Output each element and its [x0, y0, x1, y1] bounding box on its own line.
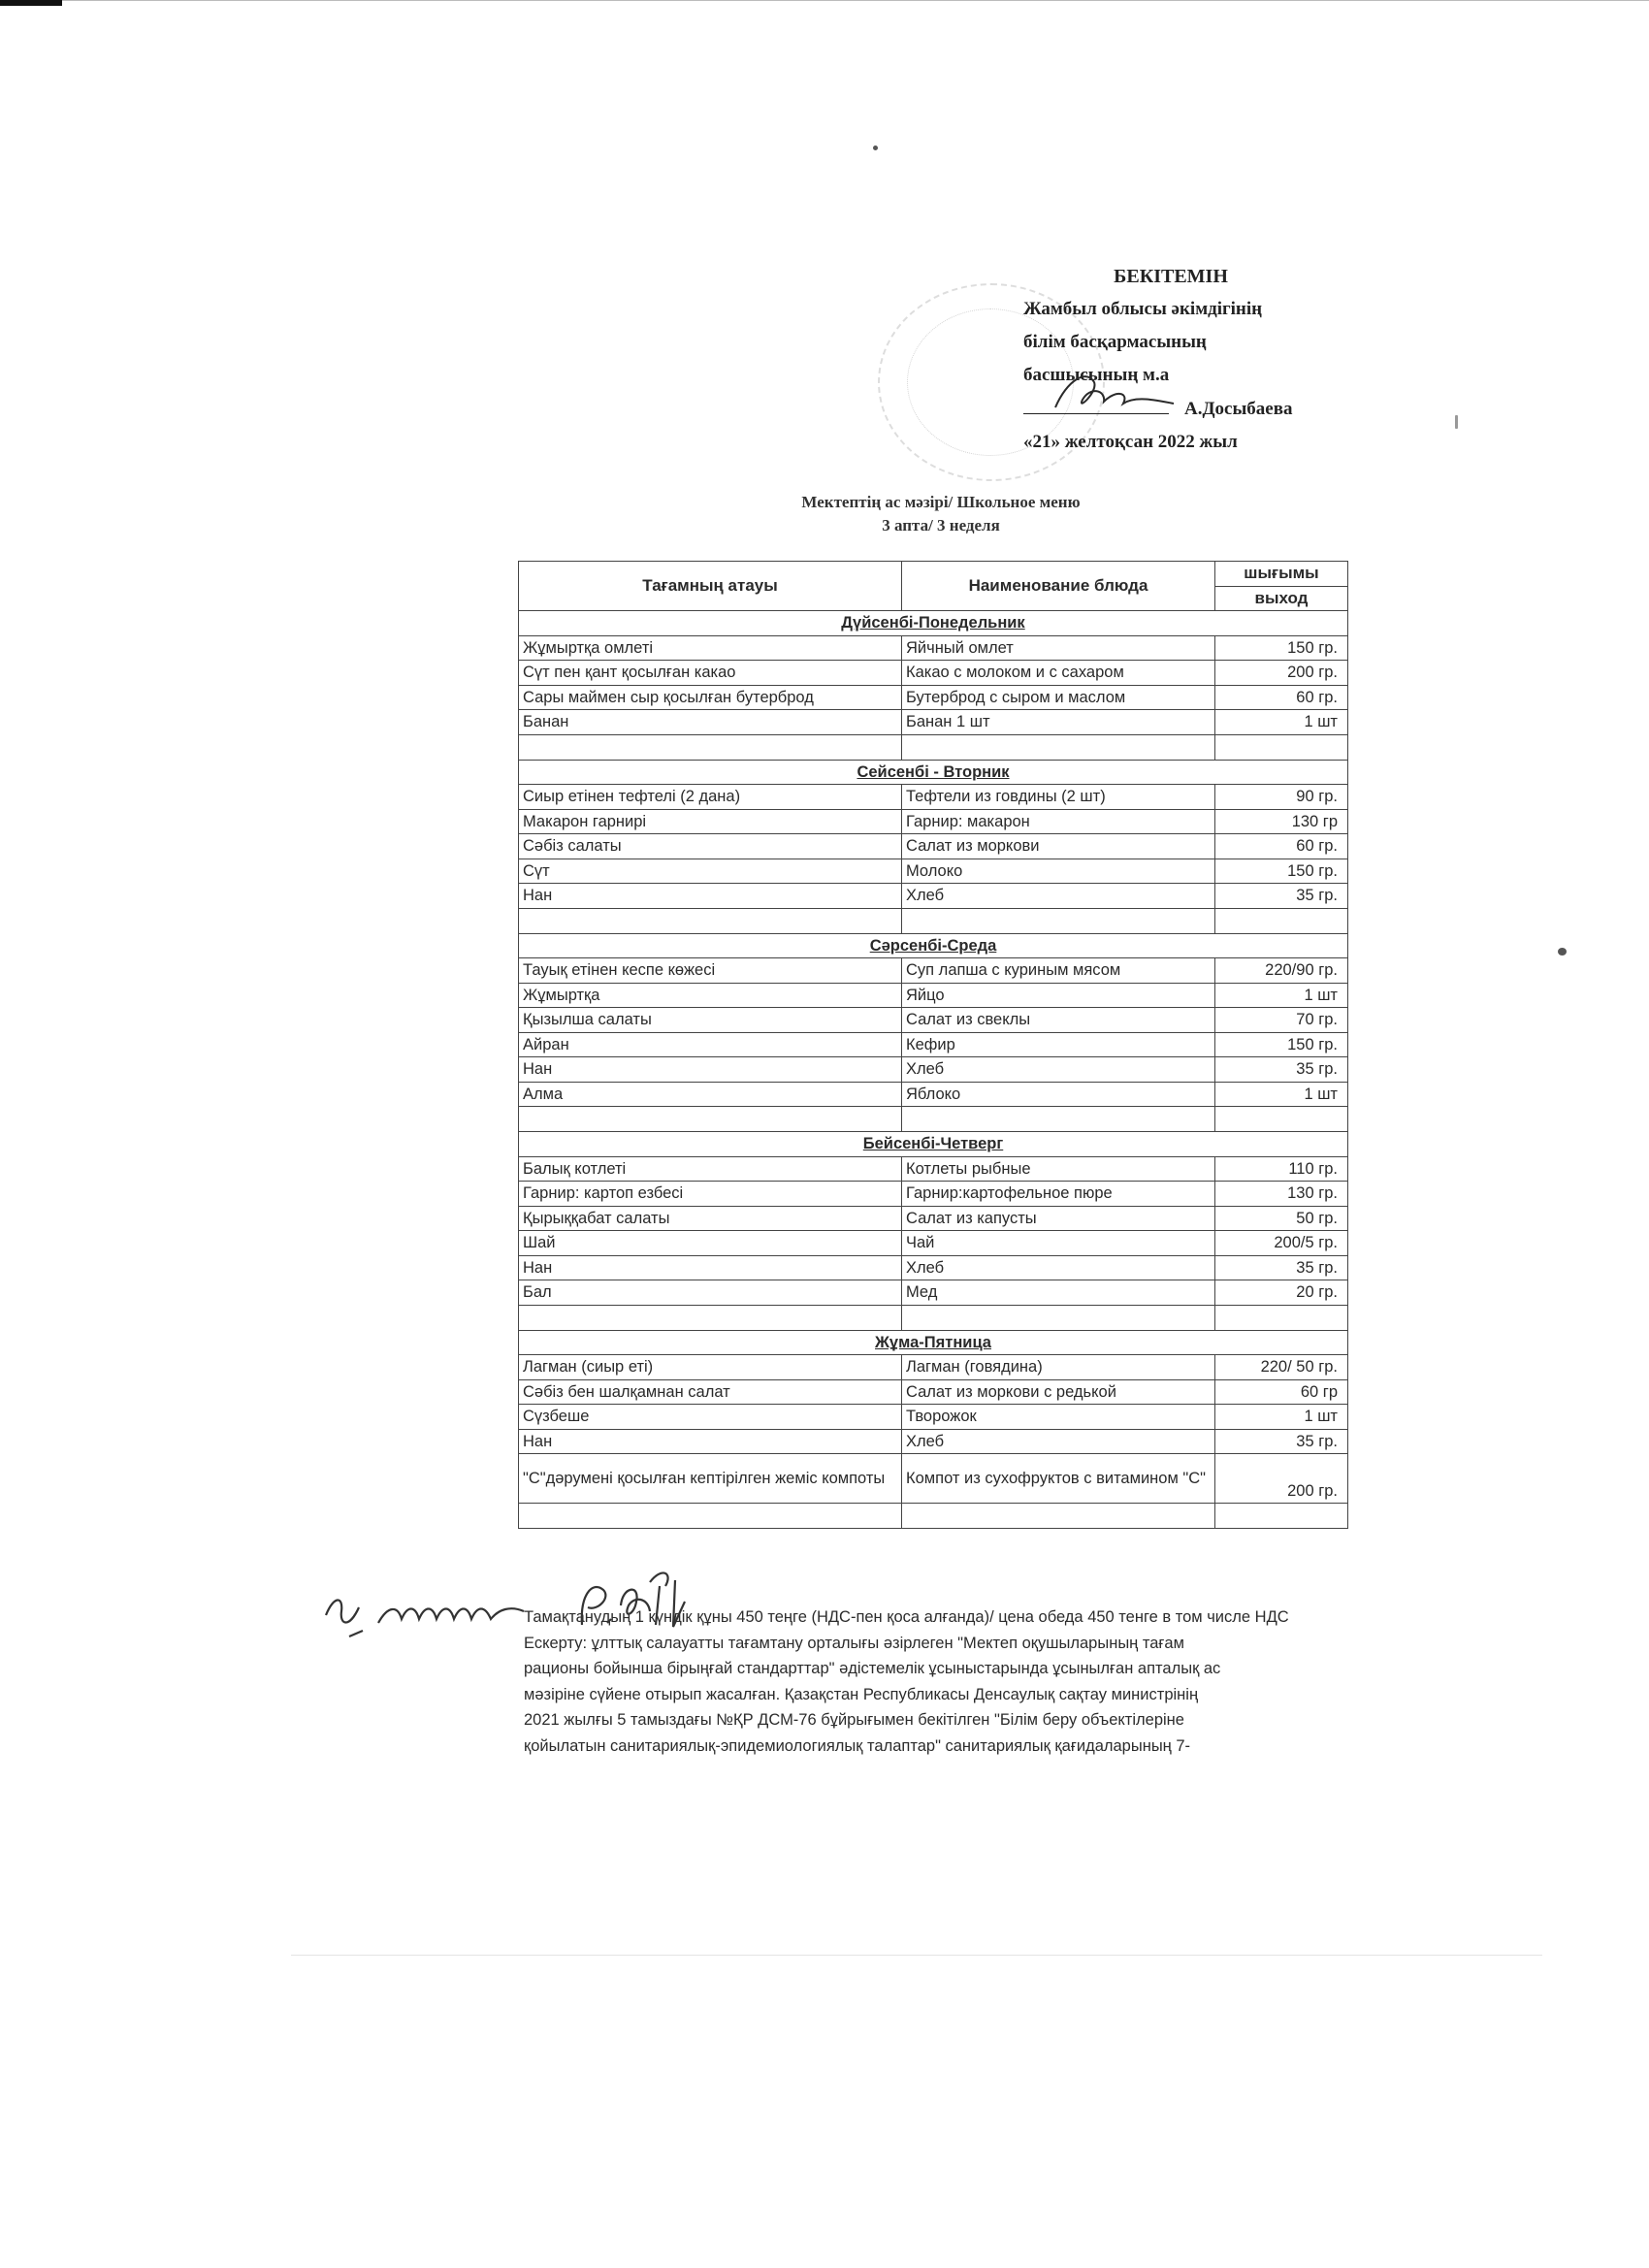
table-row [519, 1057, 1348, 1083]
dish-name-kz: Сәбіз бен шалқамнан салат [519, 1379, 902, 1405]
blank-cell [902, 1107, 1215, 1132]
dish-output: 1 шт [1215, 983, 1348, 1008]
approval-title: БЕКІТЕМІН [1114, 266, 1228, 287]
menu-table-body [519, 611, 1348, 1529]
table-row [519, 809, 1348, 834]
menu-title-line-1: Мектептің ас мәзірі/ Школьное меню [801, 493, 1081, 511]
dish-name-kz: Сары маймен сыр қосылған бутерброд [519, 685, 902, 710]
table-header-row [519, 562, 1348, 587]
dish-name-kz: Нан [519, 1255, 902, 1280]
blank-row [519, 1107, 1348, 1132]
dish-output: 1 шт [1215, 1405, 1348, 1430]
dish-output: 130 гр [1215, 809, 1348, 834]
menu-title-line-2: 3 апта/ 3 неделя [882, 516, 1000, 535]
dish-name-ru: Мед [902, 1280, 1215, 1306]
approval-line-1: Жамбыл облысы әкімдігінің [1023, 299, 1263, 319]
dish-output: 50 гр. [1215, 1206, 1348, 1231]
dish-name-kz: Сүзбеше [519, 1405, 902, 1430]
dish-output: 220/90 гр. [1215, 958, 1348, 984]
footnote-line-3: рационы бойынша бірыңғай стандарттар" әдістемелік ұсыныстарында ұсынылған апталық ас [524, 1660, 1221, 1677]
table-row [519, 1429, 1348, 1454]
table-row [519, 1156, 1348, 1182]
dish-name-ru: Салат из моркови [902, 834, 1215, 859]
dish-name-kz: Жұмыртқа омлеті [519, 635, 902, 661]
dish-name-ru: Какао с молоком и с сахаром [902, 661, 1215, 686]
header-dish-name-ru: Наименование блюда [902, 562, 1215, 611]
dish-name-kz: Нан [519, 884, 902, 909]
dish-output: 1 шт [1215, 1082, 1348, 1107]
dish-name-kz: Сәбіз салаты [519, 834, 902, 859]
dish-name-kz: Бал [519, 1280, 902, 1306]
header-output-ru: выход [1215, 586, 1348, 611]
day-title: Сейсенбі - Вторник [519, 760, 1348, 785]
dish-output: 130 гр. [1215, 1182, 1348, 1207]
approval-line-2: білім басқармасының [1023, 332, 1207, 352]
dish-output: 60 гр. [1215, 834, 1348, 859]
table-row [519, 1405, 1348, 1430]
blank-cell [519, 908, 902, 933]
table-row [519, 1379, 1348, 1405]
day-header-row [519, 1132, 1348, 1157]
approval-date-day: «21» [1023, 432, 1060, 452]
dish-name-kz: Айран [519, 1032, 902, 1057]
blank-row [519, 908, 1348, 933]
dish-name-ru: Творожок [902, 1405, 1215, 1430]
day-title: Жұма-Пятница [519, 1330, 1348, 1355]
dish-name-ru: Гарнир: макарон [902, 809, 1215, 834]
dish-name-ru: Котлеты рыбные [902, 1156, 1215, 1182]
dish-name-kz: Қызылша салаты [519, 1008, 902, 1033]
table-row [519, 710, 1348, 735]
approval-line-3: басшысының м.а [1023, 365, 1170, 385]
dish-output: 200 гр. [1215, 1454, 1348, 1504]
table-row [519, 1182, 1348, 1207]
dish-name-ru: Яйчный омлет [902, 635, 1215, 661]
table-row [519, 1355, 1348, 1380]
dish-name-ru: Салат из моркови с редькой [902, 1379, 1215, 1405]
approval-date [1023, 426, 1431, 459]
dish-name-ru: Чай [902, 1231, 1215, 1256]
dish-output: 150 гр. [1215, 635, 1348, 661]
day-title: Сәрсенбі-Среда [519, 933, 1348, 958]
dish-output: 90 гр. [1215, 785, 1348, 810]
dish-name-kz: "С"дәрумені қосылған кептірілген жеміс компоты [519, 1454, 902, 1504]
day-header-row [519, 1330, 1348, 1355]
day-title: Бейсенбі-Четверг [519, 1132, 1348, 1157]
header-dish-name-kz: Тағамның атауы [519, 562, 902, 611]
table-row [519, 1082, 1348, 1107]
footnote-line-1: Тамақтанудың 1 күндік құны 450 теңге (НДС-пен қоса алғанда)/ цена обеда 450 тенге в том числе НДС [524, 1608, 1289, 1626]
table-row [519, 1454, 1348, 1504]
dish-name-kz: Лагман (сиыр еті) [519, 1355, 902, 1380]
scan-bottom-rule [291, 1955, 1542, 1956]
approval-signature-scribble [1048, 361, 1183, 429]
dish-name-ru: Салат из капусты [902, 1206, 1215, 1231]
dish-output: 110 гр. [1215, 1156, 1348, 1182]
scan-speck [1455, 415, 1458, 429]
blank-cell [902, 734, 1215, 760]
dish-name-kz: Жұмыртқа [519, 983, 902, 1008]
approval-block [1023, 260, 1431, 459]
blank-row [519, 1504, 1348, 1529]
footnote-line-5: 2021 жылғы 5 тамыздағы №ҚР ДСМ-76 бұйрығымен бекітілген "Білім беру объектілеріне [524, 1711, 1184, 1729]
dish-name-kz: Шай [519, 1231, 902, 1256]
table-row [519, 1032, 1348, 1057]
dish-output: 220/ 50 гр. [1215, 1355, 1348, 1380]
table-row [519, 635, 1348, 661]
dish-name-ru: Хлеб [902, 884, 1215, 909]
scan-top-edge [62, 0, 1649, 1]
dish-name-kz: Балық котлеті [519, 1156, 902, 1182]
blank-cell [519, 1305, 902, 1330]
dish-name-ru: Лагман (говядина) [902, 1355, 1215, 1380]
dish-name-ru: Салат из свеклы [902, 1008, 1215, 1033]
blank-cell [519, 734, 902, 760]
table-row [519, 785, 1348, 810]
dish-output: 35 гр. [1215, 1057, 1348, 1083]
table-row [519, 661, 1348, 686]
dish-name-kz: Сиыр етінен тефтелі (2 дана) [519, 785, 902, 810]
blank-cell [1215, 908, 1348, 933]
approval-signatory: А.Досыбаева [1184, 399, 1293, 419]
day-header-row [519, 933, 1348, 958]
scan-speck [873, 146, 878, 150]
blank-cell [902, 1305, 1215, 1330]
day-title: Дүйсенбі-Понедельник [519, 611, 1348, 636]
dish-name-kz: Гарнир: картоп езбесі [519, 1182, 902, 1207]
dish-output: 60 гр. [1215, 685, 1348, 710]
dish-name-ru: Молоко [902, 859, 1215, 884]
blank-cell [1215, 1305, 1348, 1330]
scan-speck [1558, 948, 1567, 956]
table-row [519, 834, 1348, 859]
dish-name-kz: Нан [519, 1429, 902, 1454]
table-row [519, 1206, 1348, 1231]
dish-name-kz: Сүт пен қант қосылған какао [519, 661, 902, 686]
table-row [519, 1231, 1348, 1256]
dish-name-ru: Яйцо [902, 983, 1215, 1008]
table-row [519, 958, 1348, 984]
header-output-kz: шығымы [1215, 562, 1348, 587]
blank-row [519, 1305, 1348, 1330]
blank-cell [1215, 734, 1348, 760]
table-row [519, 685, 1348, 710]
dish-name-kz: Алма [519, 1082, 902, 1107]
dish-name-ru: Гарнир:картофельное пюре [902, 1182, 1215, 1207]
footnote-line-2: Ескерту: ұлттық салауатты тағамтану орталығы әзірлеген "Мектеп оқушыларының тағам [524, 1634, 1184, 1652]
dish-output: 35 гр. [1215, 1429, 1348, 1454]
table-row [519, 1008, 1348, 1033]
dish-name-kz: Тауық етінен кеспе көжесі [519, 958, 902, 984]
table-row [519, 884, 1348, 909]
dish-name-kz: Қырыққабат салаты [519, 1206, 902, 1231]
table-row [519, 1255, 1348, 1280]
blank-row [519, 734, 1348, 760]
table-row [519, 1280, 1348, 1306]
day-header-row [519, 760, 1348, 785]
dish-name-ru: Бутерброд с сыром и маслом [902, 685, 1215, 710]
dish-name-ru: Хлеб [902, 1255, 1215, 1280]
dish-output: 60 гр [1215, 1379, 1348, 1405]
dish-name-ru: Суп лапша с куриным мясом [902, 958, 1215, 984]
dish-output: 1 шт [1215, 710, 1348, 735]
blank-cell [902, 1504, 1215, 1529]
approval-date-rest: желтоқсан 2022 жыл [1060, 432, 1238, 452]
footnote-line-4: мәзіріне сүйене отырып жасалған. Қазақстан Республикасы Денсаулық сақтау министрінің [524, 1685, 1199, 1703]
dish-name-ru: Хлеб [902, 1429, 1215, 1454]
dish-name-kz: Банан [519, 710, 902, 735]
day-header-row [519, 611, 1348, 636]
blank-cell [1215, 1504, 1348, 1529]
dish-name-ru: Компот из сухофруктов с витамином "С" [902, 1454, 1215, 1504]
dish-name-ru: Тефтели из говдины (2 шт) [902, 785, 1215, 810]
dish-name-ru: Хлеб [902, 1057, 1215, 1083]
dish-output: 150 гр. [1215, 859, 1348, 884]
footnote-line-6: қойылатын санитариялық-эпидемиологиялық талаптар" санитариялық қағидаларының 7- [524, 1736, 1191, 1755]
dish-name-kz: Сүт [519, 859, 902, 884]
dish-name-ru: Яблоко [902, 1082, 1215, 1107]
dish-output: 200 гр. [1215, 661, 1348, 686]
dish-name-ru: Кефир [902, 1032, 1215, 1057]
blank-cell [519, 1504, 902, 1529]
dish-name-kz: Нан [519, 1057, 902, 1083]
dish-output: 200/5 гр. [1215, 1231, 1348, 1256]
table-row [519, 859, 1348, 884]
blank-cell [519, 1107, 902, 1132]
bottom-handwritten-signature [320, 1547, 863, 1654]
blank-cell [1215, 1107, 1348, 1132]
dish-output: 150 гр. [1215, 1032, 1348, 1057]
menu-title [601, 491, 1280, 537]
scan-corner-mark [0, 0, 62, 6]
dish-output: 35 гр. [1215, 884, 1348, 909]
dish-output: 35 гр. [1215, 1255, 1348, 1280]
dish-output: 20 гр. [1215, 1280, 1348, 1306]
blank-cell [902, 908, 1215, 933]
dish-name-kz: Макарон гарнирі [519, 809, 902, 834]
menu-table [518, 561, 1348, 1529]
table-row [519, 983, 1348, 1008]
dish-name-ru: Банан 1 шт [902, 710, 1215, 735]
dish-output: 70 гр. [1215, 1008, 1348, 1033]
